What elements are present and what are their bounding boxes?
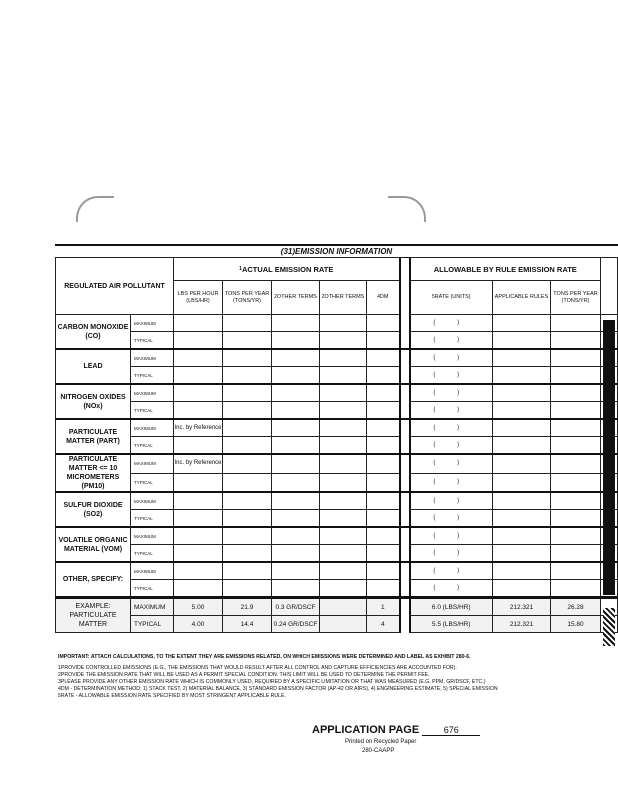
applicable-rules-field[interactable] xyxy=(493,437,551,455)
units-parentheses: ( ) xyxy=(433,354,470,361)
column-gap xyxy=(400,367,410,385)
lbs-per-hour-field[interactable]: Inc. by Reference xyxy=(174,419,223,437)
column-gap xyxy=(400,580,410,598)
right-edge-black-bar xyxy=(603,320,615,595)
section-title: (31)EMISSION INFORMATION xyxy=(55,244,618,258)
tons-per-year-field[interactable] xyxy=(223,315,272,332)
page-number: 676 xyxy=(422,725,480,736)
column-gap xyxy=(400,598,410,616)
units-parentheses: ( ) xyxy=(433,371,470,378)
row-type-label: MAXIMUM xyxy=(131,454,174,473)
punch-hole-mark-left xyxy=(76,196,114,222)
header-other-terms-2: 2OTHER TERMS xyxy=(320,281,367,315)
other-terms-field-2[interactable] xyxy=(320,492,367,510)
other-terms-field-1[interactable] xyxy=(272,315,320,332)
example-row-typical xyxy=(56,616,618,633)
example-tons-per-year-allowable: 15.80 xyxy=(551,616,601,633)
applicable-rules-field[interactable] xyxy=(493,473,551,492)
pollutant-name: NITROGEN OXIDES (NOx) xyxy=(56,384,131,419)
other-terms-field-1[interactable] xyxy=(272,419,320,437)
example-row-maximum xyxy=(56,598,618,616)
column-gap xyxy=(400,510,410,528)
units-parentheses: ( ) xyxy=(433,532,470,539)
column-gap xyxy=(400,384,410,402)
applicable-rules-field[interactable] xyxy=(493,545,551,563)
example-other-terms-2 xyxy=(320,598,367,616)
tons-per-year-allowable-field[interactable] xyxy=(551,384,601,402)
rate-units-field[interactable] xyxy=(410,545,493,563)
dm-field[interactable] xyxy=(367,545,400,563)
other-terms-field-1[interactable] xyxy=(272,332,320,350)
column-gap xyxy=(400,562,410,580)
rate-units-field[interactable] xyxy=(410,492,493,510)
dm-field[interactable] xyxy=(367,492,400,510)
other-terms-field-1[interactable] xyxy=(272,545,320,563)
applicable-rules-field[interactable] xyxy=(493,510,551,528)
pollutant-name: OTHER, SPECIFY: xyxy=(56,562,131,598)
units-parentheses: ( ) xyxy=(433,514,470,521)
dm-field[interactable] xyxy=(367,510,400,528)
pollutant-row-maximum xyxy=(56,384,618,402)
applicable-rules-field[interactable] xyxy=(493,384,551,402)
rate-units-field[interactable] xyxy=(410,562,493,580)
other-terms-field-2[interactable] xyxy=(320,332,367,350)
pollutant-row-typical xyxy=(56,545,618,563)
dm-field[interactable] xyxy=(367,454,400,473)
column-gap xyxy=(400,527,410,545)
header-lbs-per-hour: LBS PER HOUR (LBS/HR) xyxy=(174,281,223,315)
tons-per-year-allowable-field[interactable] xyxy=(551,349,601,367)
row-type-label: TYPICAL xyxy=(131,616,174,633)
lbs-per-hour-field[interactable]: Inc. by Reference xyxy=(174,454,223,473)
emission-table xyxy=(55,257,618,633)
other-terms-field-2[interactable] xyxy=(320,454,367,473)
other-terms-field-2[interactable] xyxy=(320,437,367,455)
other-terms-field-1[interactable] xyxy=(272,510,320,528)
tons-per-year-field[interactable] xyxy=(223,510,272,528)
row-type-label: MAXIMUM xyxy=(131,492,174,510)
row-type-label: MAXIMUM xyxy=(131,349,174,367)
row-type-label: MAXIMUM xyxy=(131,315,174,332)
other-terms-field-2[interactable] xyxy=(320,384,367,402)
form-code: 280-CAAPP xyxy=(362,748,395,754)
units-parentheses: ( ) xyxy=(433,389,470,396)
row-type-label: MAXIMUM xyxy=(131,562,174,580)
dm-field[interactable] xyxy=(367,473,400,492)
row-type-label: TYPICAL xyxy=(131,545,174,563)
rate-units-field[interactable] xyxy=(410,349,493,367)
column-gap xyxy=(400,419,410,437)
pollutant-row-maximum xyxy=(56,454,618,473)
example-other-terms: 0.24 GR/DSCF xyxy=(272,616,320,633)
tons-per-year-allowable-field[interactable] xyxy=(551,454,601,473)
header-pollutant: REGULATED AIR POLLUTANT xyxy=(56,258,174,315)
lbs-per-hour-field[interactable] xyxy=(174,315,223,332)
rate-units-field[interactable] xyxy=(410,384,493,402)
pollutant-name: LEAD xyxy=(56,349,131,384)
applicable-rules-field[interactable] xyxy=(493,367,551,385)
other-terms-field-2[interactable] xyxy=(320,527,367,545)
tons-per-year-field[interactable] xyxy=(223,402,272,420)
dm-field[interactable] xyxy=(367,527,400,545)
header-actual-group: $^1$ACTUAL EMISSION RATE xyxy=(174,258,400,281)
other-terms-field-2[interactable] xyxy=(320,367,367,385)
units-parentheses: ( ) xyxy=(433,584,470,591)
tons-per-year-field[interactable] xyxy=(223,545,272,563)
tons-per-year-allowable-field[interactable] xyxy=(551,545,601,563)
recycled-paper-note: Printed on Recycled Paper xyxy=(345,739,417,745)
column-gap xyxy=(400,473,410,492)
rate-units-field[interactable] xyxy=(410,437,493,455)
other-terms-field-2[interactable] xyxy=(320,402,367,420)
right-edge-hatch-pattern xyxy=(603,608,615,646)
pollutant-row-maximum xyxy=(56,419,618,437)
applicable-rules-field[interactable] xyxy=(493,349,551,367)
applicable-rules-field[interactable] xyxy=(493,315,551,332)
footnote-1: 1PROVIDE CONTROLLED EMISSIONS (E.G., THE EMISSIONS THAT WOULD RESULT AFTER ALL CONTROL AND CAPTURE EFFICIENCIES ARE ACCOUNTED FOR). xyxy=(58,665,457,671)
units-parentheses: ( ) xyxy=(433,406,470,413)
dm-field[interactable] xyxy=(367,332,400,350)
header-rate-units: 5RATE (UNITS) xyxy=(410,281,493,315)
footnote-important: IMPORTANT: ATTACH CALCULATIONS, TO THE EXTENT THEY ARE EMISSIONS RELATED, ON WHICH EMISSIONS WERE DETERMINED AND LABEL AS EXHIBIT 280-6. xyxy=(58,654,471,660)
rate-units-field[interactable] xyxy=(410,473,493,492)
tons-per-year-allowable-field[interactable] xyxy=(551,562,601,580)
other-terms-field-1[interactable] xyxy=(272,580,320,598)
lbs-per-hour-field[interactable] xyxy=(174,402,223,420)
lbs-per-hour-field[interactable] xyxy=(174,332,223,350)
dm-field[interactable] xyxy=(367,367,400,385)
column-gap xyxy=(400,349,410,367)
tons-per-year-field[interactable] xyxy=(223,454,272,473)
units-parentheses: ( ) xyxy=(433,319,470,326)
column-gap xyxy=(400,454,410,473)
lbs-per-hour-field[interactable] xyxy=(174,545,223,563)
header-tons-per-year: TONS PER YEAR (TONS/YR) xyxy=(223,281,272,315)
tons-per-year-allowable-field[interactable] xyxy=(551,510,601,528)
row-type-label: TYPICAL xyxy=(131,332,174,350)
example-applicable-rule: 212.321 xyxy=(493,616,551,633)
other-terms-field-1[interactable] xyxy=(272,454,320,473)
row-type-label: TYPICAL xyxy=(131,473,174,492)
example-other-terms: 0.3 GR/DSCF xyxy=(272,598,320,616)
dm-field[interactable] xyxy=(367,349,400,367)
pollutant-row-maximum xyxy=(56,527,618,545)
dm-field[interactable] xyxy=(367,315,400,332)
column-gap xyxy=(400,315,410,332)
rate-units-field[interactable] xyxy=(410,315,493,332)
units-parentheses: ( ) xyxy=(433,336,470,343)
tons-per-year-field[interactable] xyxy=(223,527,272,545)
tons-per-year-field[interactable] xyxy=(223,437,272,455)
lbs-per-hour-field[interactable] xyxy=(174,437,223,455)
row-type-label: TYPICAL xyxy=(131,580,174,598)
tons-per-year-field[interactable] xyxy=(223,332,272,350)
example-dm: 1 xyxy=(367,598,400,616)
example-lbs-per-hour: 5.00 xyxy=(174,598,223,616)
other-terms-field-2[interactable] xyxy=(320,473,367,492)
emission-information-form xyxy=(55,244,618,652)
column-gap xyxy=(400,616,410,633)
example-applicable-rule: 212.321 xyxy=(493,598,551,616)
rate-units-field[interactable] xyxy=(410,454,493,473)
lbs-per-hour-field[interactable] xyxy=(174,580,223,598)
row-type-label: TYPICAL xyxy=(131,402,174,420)
pollutant-row-typical xyxy=(56,580,618,598)
other-terms-field-1[interactable] xyxy=(272,527,320,545)
column-gap xyxy=(400,258,410,315)
tons-per-year-field[interactable] xyxy=(223,419,272,437)
example-pollutant-name: EXAMPLE: PARTICULATE MATTER xyxy=(56,598,131,633)
lbs-per-hour-field[interactable] xyxy=(174,473,223,492)
rate-units-field[interactable] xyxy=(410,510,493,528)
tons-per-year-field[interactable] xyxy=(223,562,272,580)
units-parentheses: ( ) xyxy=(433,460,470,467)
tons-per-year-field[interactable] xyxy=(223,473,272,492)
pollutant-name: PARTICULATE MATTER (PART) xyxy=(56,419,131,454)
header-allowable-group: ALLOWABLE BY RULE EMISSION RATE xyxy=(410,258,601,281)
units-parentheses: ( ) xyxy=(433,424,470,431)
dm-field[interactable] xyxy=(367,437,400,455)
tons-per-year-allowable-field[interactable] xyxy=(551,580,601,598)
footnote-3: 3PLEASE PROVIDE ANY OTHER EMISSION RATE WHICH IS COMMONLY USED, REQUIRED BY A SPECIFIC LIMITATION OR THAT WAS MEASURED (E.G. PPM, GR/DSCF, ETC.) xyxy=(58,679,486,685)
row-type-label: TYPICAL xyxy=(131,510,174,528)
header-dm: 4DM xyxy=(367,281,400,315)
tons-per-year-allowable-field[interactable] xyxy=(551,332,601,350)
application-page-text: APPLICATION PAGE xyxy=(312,724,420,736)
lbs-per-hour-field[interactable] xyxy=(174,367,223,385)
lbs-per-hour-field[interactable] xyxy=(174,510,223,528)
units-parentheses: ( ) xyxy=(433,441,470,448)
dm-field[interactable] xyxy=(367,402,400,420)
other-terms-field-2[interactable] xyxy=(320,510,367,528)
other-terms-field-1[interactable] xyxy=(272,492,320,510)
other-terms-field-1[interactable] xyxy=(272,349,320,367)
column-gap xyxy=(400,332,410,350)
rate-units-field[interactable] xyxy=(410,402,493,420)
pollutant-name: PARTICULATE MATTER <= 10 MICROMETERS (PM10) xyxy=(56,454,131,492)
tons-per-year-field[interactable] xyxy=(223,349,272,367)
other-terms-field-2[interactable] xyxy=(320,545,367,563)
header-tons-per-year-allowable: TONS PER YEAR (TONS/YR) xyxy=(551,281,601,315)
pollutant-name: VOLATILE ORGANIC MATERIAL (VOM) xyxy=(56,527,131,562)
pollutant-row-typical xyxy=(56,367,618,385)
pollutant-row-typical xyxy=(56,437,618,455)
tons-per-year-allowable-field[interactable] xyxy=(551,527,601,545)
header-other-terms-1: 2OTHER TERMS xyxy=(272,281,320,315)
pollutant-row-typical xyxy=(56,332,618,350)
applicable-rules-field[interactable] xyxy=(493,419,551,437)
example-lbs-per-hour: 4.00 xyxy=(174,616,223,633)
tons-per-year-field[interactable] xyxy=(223,367,272,385)
pollutant-row-typical xyxy=(56,510,618,528)
applicable-rules-field[interactable] xyxy=(493,562,551,580)
pollutant-row-maximum xyxy=(56,315,618,332)
tons-per-year-allowable-field[interactable] xyxy=(551,402,601,420)
pollutant-row-typical xyxy=(56,402,618,420)
dm-field[interactable] xyxy=(367,419,400,437)
tons-per-year-allowable-field[interactable] xyxy=(551,367,601,385)
tons-per-year-allowable-field[interactable] xyxy=(551,492,601,510)
lbs-per-hour-field[interactable] xyxy=(174,562,223,580)
rate-units-field[interactable] xyxy=(410,332,493,350)
pollutant-name: SULFUR DIOXIDE (SO2) xyxy=(56,492,131,527)
other-terms-field-2[interactable] xyxy=(320,419,367,437)
row-type-label: TYPICAL xyxy=(131,367,174,385)
applicable-rules-field[interactable] xyxy=(493,580,551,598)
rate-units-field[interactable] xyxy=(410,419,493,437)
row-type-label: TYPICAL xyxy=(131,437,174,455)
dm-field[interactable] xyxy=(367,562,400,580)
punch-hole-mark-right xyxy=(388,196,426,222)
row-type-label: MAXIMUM xyxy=(131,527,174,545)
example-tons-per-year: 21.9 xyxy=(223,598,272,616)
lbs-per-hour-field[interactable] xyxy=(174,527,223,545)
header-applicable-rules: APPLICABLE RULES xyxy=(493,281,551,315)
row-type-label: MAXIMUM xyxy=(131,384,174,402)
header-extra-column xyxy=(601,258,618,315)
tons-per-year-field[interactable] xyxy=(223,384,272,402)
footnote-2: 2PROVIDE THE EMISSION RATE THAT WILL BE USED AS A PERMIT SPECIAL CONDITION. THIS LIMIT WILL BE USED TO DETERMINE THE PERMIT FEE. xyxy=(58,672,430,678)
other-terms-field-1[interactable] xyxy=(272,384,320,402)
lbs-per-hour-field[interactable] xyxy=(174,384,223,402)
example-tons-per-year-allowable: 26.28 xyxy=(551,598,601,616)
other-terms-field-2[interactable] xyxy=(320,315,367,332)
tons-per-year-allowable-field[interactable] xyxy=(551,315,601,332)
dm-field[interactable] xyxy=(367,384,400,402)
pollutant-row-typical xyxy=(56,473,618,492)
example-rate-units: 6.0 (LBS/HR) xyxy=(410,598,493,616)
row-type-label: MAXIMUM xyxy=(131,598,174,616)
column-gap xyxy=(400,545,410,563)
applicable-rules-field[interactable] xyxy=(493,332,551,350)
footnotes xyxy=(58,654,618,700)
rate-units-field[interactable] xyxy=(410,580,493,598)
other-terms-field-2[interactable] xyxy=(320,349,367,367)
applicable-rules-field[interactable] xyxy=(493,402,551,420)
column-gap xyxy=(400,402,410,420)
applicable-rules-field[interactable] xyxy=(493,492,551,510)
other-terms-field-1[interactable] xyxy=(272,562,320,580)
dm-field[interactable] xyxy=(367,580,400,598)
units-parentheses: ( ) xyxy=(433,549,470,556)
lbs-per-hour-field[interactable] xyxy=(174,492,223,510)
applicable-rules-field[interactable] xyxy=(493,527,551,545)
pollutant-row-maximum xyxy=(56,562,618,580)
other-terms-field-1[interactable] xyxy=(272,402,320,420)
column-gap xyxy=(400,492,410,510)
other-terms-field-2[interactable] xyxy=(320,580,367,598)
pollutant-row-maximum xyxy=(56,492,618,510)
row-type-label: MAXIMUM xyxy=(131,419,174,437)
lbs-per-hour-field[interactable] xyxy=(174,349,223,367)
tons-per-year-field[interactable] xyxy=(223,492,272,510)
applicable-rules-field[interactable] xyxy=(493,454,551,473)
example-dm: 4 xyxy=(367,616,400,633)
tons-per-year-allowable-field[interactable] xyxy=(551,437,601,455)
example-tons-per-year: 14.4 xyxy=(223,616,272,633)
footnote-4: 4DM - DETERMINATION METHOD: 1) STACK TEST, 2) MATERIAL BALANCE, 3) STANDARD EMISSION FACTOR (AP-42 OR AIRS), 4) ENGINEERING ESTIMATE, 5) SPECIAL EMISSION xyxy=(58,686,498,692)
units-parentheses: ( ) xyxy=(433,497,470,504)
column-gap xyxy=(400,437,410,455)
other-terms-field-1[interactable] xyxy=(272,437,320,455)
other-terms-field-2[interactable] xyxy=(320,562,367,580)
pollutant-name: CARBON MONOXIDE (CO) xyxy=(56,315,131,350)
tons-per-year-allowable-field[interactable] xyxy=(551,419,601,437)
pollutant-row-maximum xyxy=(56,349,618,367)
rate-units-field[interactable] xyxy=(410,367,493,385)
footnote-5: 5RATE - ALLOWABLE EMISSION RATE SPECIFIED BY MOST STRINGENT APPLICABLE RULE. xyxy=(58,693,286,699)
other-terms-field-1[interactable] xyxy=(272,367,320,385)
units-parentheses: ( ) xyxy=(433,478,470,485)
example-rate-units: 5.5 (LBS/HR) xyxy=(410,616,493,633)
tons-per-year-field[interactable] xyxy=(223,580,272,598)
rate-units-field[interactable] xyxy=(410,527,493,545)
other-terms-field-1[interactable] xyxy=(272,473,320,492)
units-parentheses: ( ) xyxy=(433,567,470,574)
tons-per-year-allowable-field[interactable] xyxy=(551,473,601,492)
example-other-terms-2 xyxy=(320,616,367,633)
application-page-label xyxy=(312,724,480,736)
